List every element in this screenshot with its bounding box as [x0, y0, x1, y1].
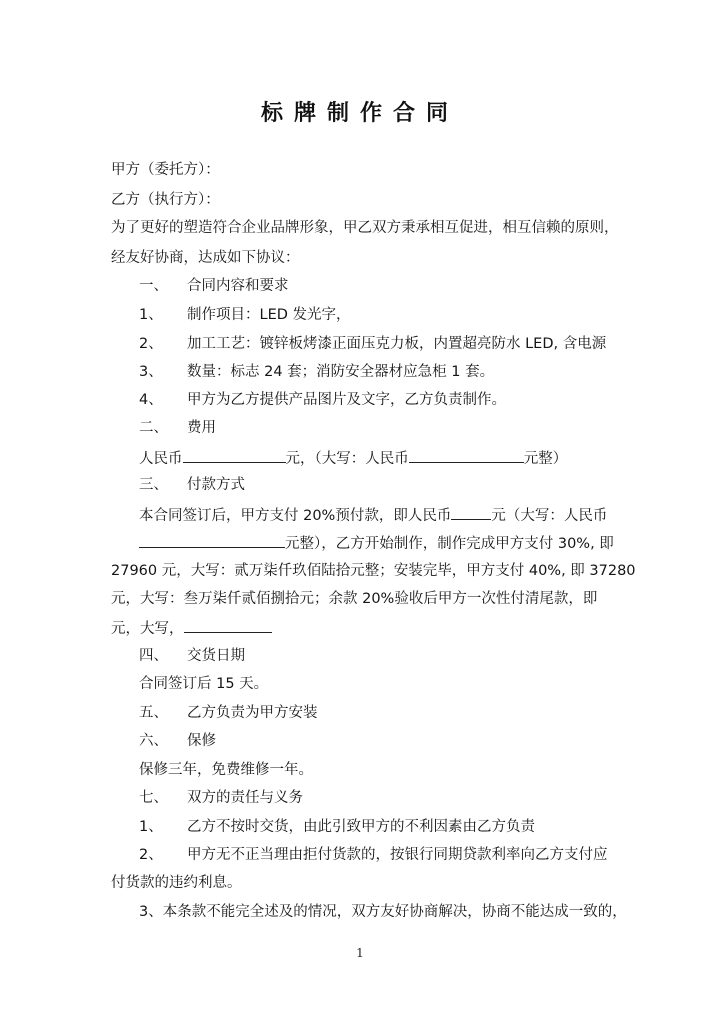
section-1-item-4 [139, 390, 506, 410]
section-7-item-2 [139, 845, 608, 865]
item-number: 4、 [139, 392, 163, 408]
item-number: 3、 [139, 364, 163, 380]
section-7-item-1 [139, 817, 535, 837]
final-amount-blank[interactable] [184, 617, 272, 633]
payment-line-1 [139, 504, 607, 526]
section-title: 合同内容和要求 [187, 278, 289, 294]
payment-line-3: 27960 元，大写：贰万柒仟玖佰陆拾元整；安装完毕，甲方支付 40%, 即 37280 [111, 563, 636, 579]
item-text: 数量：标志 24 套；消防安全器材应急柜 1 套。 [187, 364, 495, 380]
delivery-line: 合同签订后 15 天。 [139, 676, 269, 692]
item-text: 加工工艺：镀锌板烤漆正面压克力板，内置超亮防水 LED, 含电源 [187, 336, 607, 352]
fee-capital-blank[interactable] [409, 447, 524, 463]
section-number: 六、 [139, 733, 168, 749]
payment-text: 本合同签订后，甲方支付 20%预付款，即人民币 [139, 508, 452, 524]
section-2-heading [139, 418, 216, 438]
section-7-heading [139, 788, 303, 808]
section-number: 五、 [139, 705, 168, 721]
section-title: 双方的责任与义务 [187, 790, 303, 806]
section-title: 保修 [187, 733, 216, 749]
section-title: 费用 [187, 420, 216, 436]
item-number: 2、 [139, 336, 163, 352]
document-title: 标牌制作合同 [260, 100, 459, 126]
section-title: 交货日期 [187, 648, 245, 664]
section-5-heading [139, 703, 318, 723]
payment-line-4: 元，大写：叁万柒仟贰佰捌拾元；余款 20%验收后甲方一次性付清尾款，即 [111, 591, 598, 607]
payment-text: 元整），乙方开始制作，制作完成甲方支付 30%, 即 [285, 536, 614, 552]
payment-text: 元，大写， [111, 621, 184, 637]
item-text: 甲方为乙方提供产品图片及文字，乙方负责制作。 [187, 392, 506, 408]
section-number: 四、 [139, 648, 168, 664]
page-number: 1 [356, 946, 364, 960]
item-number: 2、 [139, 847, 163, 863]
fee-prefix: 人民币 [139, 451, 183, 467]
party-a-line: 甲方（委托方）： [111, 162, 220, 178]
section-1-item-3 [139, 362, 494, 382]
section-number: 七、 [139, 790, 168, 806]
fee-amount-blank[interactable] [183, 447, 286, 463]
item-text: 乙方不按时交货，由此引致甲方的不利因素由乙方负责 [187, 819, 535, 835]
preamble-line-2: 经友好协商，达成如下协议： [111, 250, 300, 266]
fee-mid: 元，（大写：人民币 [285, 451, 409, 467]
preamble-line-1: 为了更好的塑造符合企业品牌形象，甲乙双方秉承相互促进，相互信赖的原则， [111, 220, 619, 236]
payment-text: 元（大写：人民币 [491, 508, 608, 524]
section-number: 一、 [139, 278, 168, 294]
section-number: 二、 [139, 420, 168, 436]
section-6-heading [139, 731, 216, 751]
section-1-item-2 [139, 334, 606, 354]
section-title: 付款方式 [187, 477, 245, 493]
prepay-capital-blank[interactable] [139, 532, 285, 548]
section-7-item-2-continued: 付货款的违约利息。 [111, 875, 242, 891]
fee-suffix: 元整） [523, 451, 568, 467]
item-number: 1、 [139, 819, 163, 835]
item-number: 1、 [139, 307, 163, 323]
payment-line-5 [111, 617, 272, 639]
party-b-line: 乙方（执行方）： [111, 192, 220, 208]
section-4-heading [139, 646, 245, 666]
payment-line-2 [139, 532, 614, 554]
section-7-item-3: 3、本条款不能完全述及的情况，双方友好协商解决，协商不能达成一致的， [139, 904, 627, 920]
section-number: 三、 [139, 477, 168, 493]
warranty-line: 保修三年，免费维修一年。 [139, 762, 313, 778]
item-text: 甲方无不正当理由拒付货款的，按银行同期贷款利率向乙方支付应 [187, 847, 608, 863]
section-title: 乙方负责为甲方安装 [187, 705, 318, 721]
item-text: 制作项目：LED 发光字， [187, 307, 351, 323]
section-3-heading [139, 475, 245, 495]
prepay-amount-blank[interactable] [451, 504, 491, 520]
section-1-item-1 [139, 305, 351, 325]
fee-line [139, 447, 567, 469]
section-1-heading [139, 276, 289, 296]
